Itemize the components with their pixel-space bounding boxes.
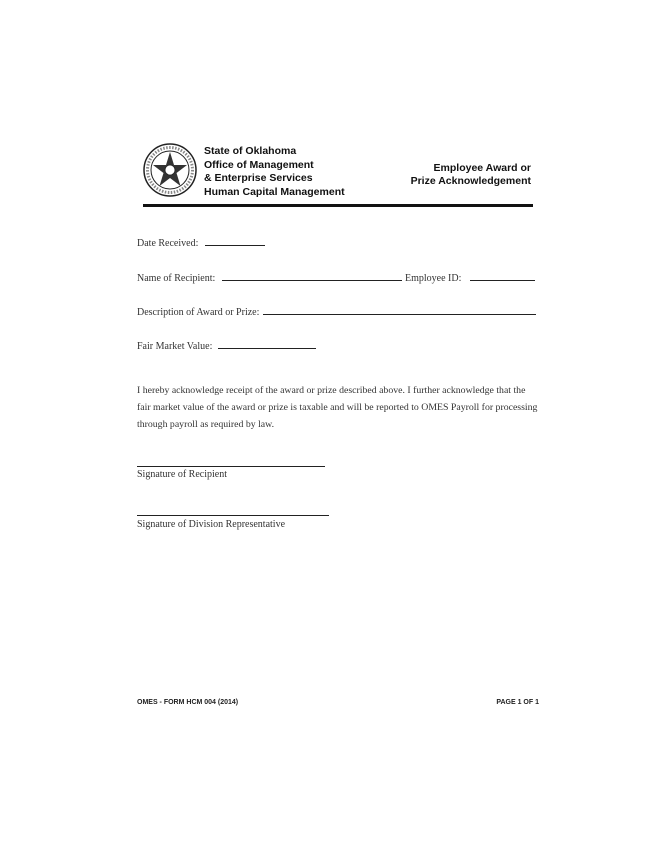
- fair-market-value-row: [137, 340, 316, 352]
- date-received-label: Date Received:: [137, 238, 199, 249]
- date-received-field[interactable]: [205, 237, 265, 246]
- fair-market-value-label: Fair Market Value:: [137, 341, 213, 352]
- description-label: Description of Award or Prize:: [137, 307, 260, 318]
- org-division: Human Capital Management: [204, 185, 345, 198]
- recipient-signature-label: Signature of Recipient: [137, 469, 227, 480]
- employee-id-row: [405, 272, 535, 284]
- recipient-name-label: Name of Recipient:: [137, 273, 216, 284]
- recipient-signature-field[interactable]: [137, 466, 325, 467]
- page-number: PAGE 1 OF 1: [496, 699, 539, 706]
- acknowledgement-text: [137, 382, 547, 433]
- organization-block: [204, 145, 345, 199]
- form-title-line-1: Employee Award or: [433, 162, 531, 174]
- recipient-name-row: [137, 272, 402, 284]
- acknowledgement-line-2: fair market value of the award or prize is taxable and will be reported to OMES Payroll for processing: [137, 402, 538, 413]
- employee-id-field[interactable]: [470, 272, 535, 281]
- org-office: Office of Management: [204, 158, 314, 171]
- fair-market-value-field[interactable]: [218, 340, 316, 349]
- division-rep-signature-label: Signature of Division Representative: [137, 519, 286, 530]
- recipient-name-field[interactable]: [222, 272, 402, 281]
- date-received-row: [137, 237, 265, 249]
- header-divider: [143, 204, 533, 207]
- division-rep-signature-field[interactable]: [137, 515, 329, 516]
- employee-id-label: Employee ID:: [405, 273, 462, 284]
- seal-icon: [143, 143, 197, 197]
- form-title-line-2: Prize Acknowledgement: [410, 174, 531, 187]
- form-id: OMES - FORM HCM 004 (2014): [137, 699, 239, 706]
- acknowledgement-line-1: I hereby acknowledge receipt of the award or prize described above. I further acknowledge that the: [137, 385, 526, 396]
- acknowledgement-line-3: through payroll as required by law.: [137, 419, 275, 430]
- description-row: [137, 306, 536, 318]
- description-field[interactable]: [263, 306, 536, 315]
- org-services: & Enterprise Services: [204, 172, 313, 184]
- form-title: [411, 162, 531, 187]
- org-state: State of Oklahoma: [204, 145, 297, 157]
